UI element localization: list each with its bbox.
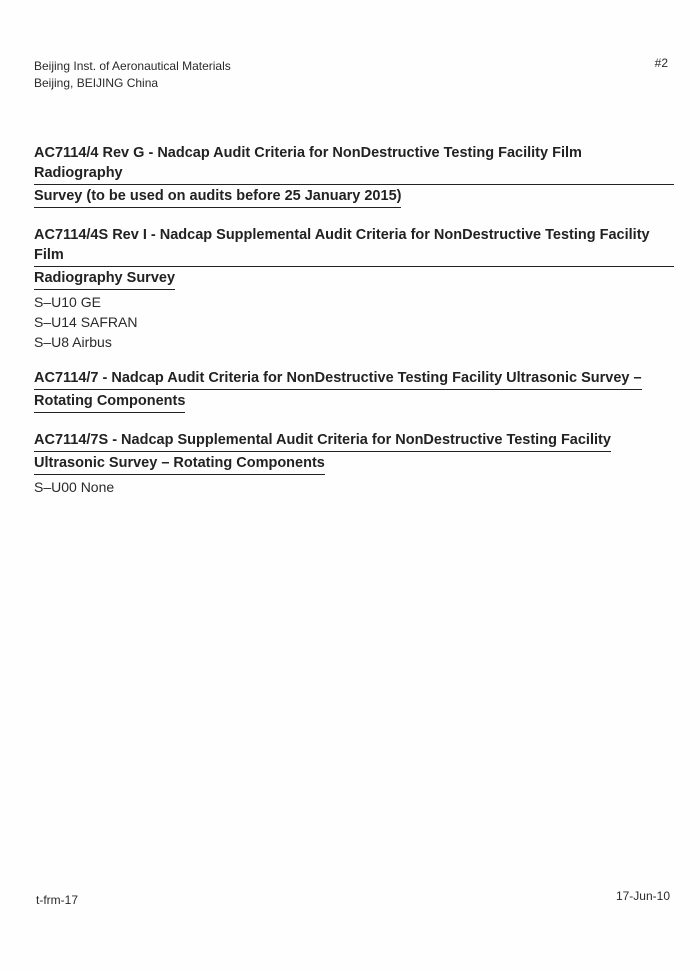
criteria-title-line: Radiography Survey	[34, 268, 175, 290]
criteria-section	[34, 225, 674, 352]
criteria-section	[34, 368, 674, 414]
criteria-title-line: Rotating Components	[34, 391, 185, 413]
footer-date: 17-Jun-10	[615, 889, 670, 903]
supplement-item: S–U00 None	[34, 479, 115, 495]
supplement-list	[34, 477, 674, 497]
supplement-item: S–U14 SAFRAN	[34, 314, 138, 330]
audit-criteria-list	[34, 143, 674, 513]
criteria-title-line: Survey (to be used on audits before 25 January 2015)	[34, 186, 401, 208]
criteria-title	[34, 225, 674, 291]
form-identifier: t-frm-17	[36, 893, 78, 907]
supplement-item: S–U8 Airbus	[34, 334, 112, 350]
criteria-title-line: Ultrasonic Survey – Rotating Components	[34, 453, 325, 475]
organization-name: Beijing Inst. of Aeronautical Materials	[34, 59, 231, 73]
criteria-title	[34, 143, 674, 209]
criteria-title-line: AC7114/7S - Nadcap Supplemental Audit Criteria for NonDestructive Testing Facility	[34, 430, 611, 452]
criteria-title-line: AC7114/4 Rev G - Nadcap Audit Criteria for NonDestructive Testing Facility Film Radiography	[34, 143, 674, 185]
criteria-title-line: AC7114/7 - Nadcap Audit Criteria for NonDestructive Testing Facility Ultrasonic Survey –	[34, 368, 642, 390]
organization-header	[34, 58, 231, 92]
criteria-section	[34, 143, 674, 209]
organization-location: Beijing, BEIJING China	[34, 76, 159, 90]
supplement-item: S–U10 GE	[34, 294, 101, 310]
supplement-list	[34, 292, 674, 352]
page-number: #2	[654, 56, 668, 70]
criteria-title	[34, 368, 674, 414]
criteria-title-line: AC7114/4S Rev I - Nadcap Supplemental Audit Criteria for NonDestructive Testing Facility Film	[34, 225, 674, 267]
criteria-section	[34, 430, 674, 497]
criteria-title	[34, 430, 674, 476]
